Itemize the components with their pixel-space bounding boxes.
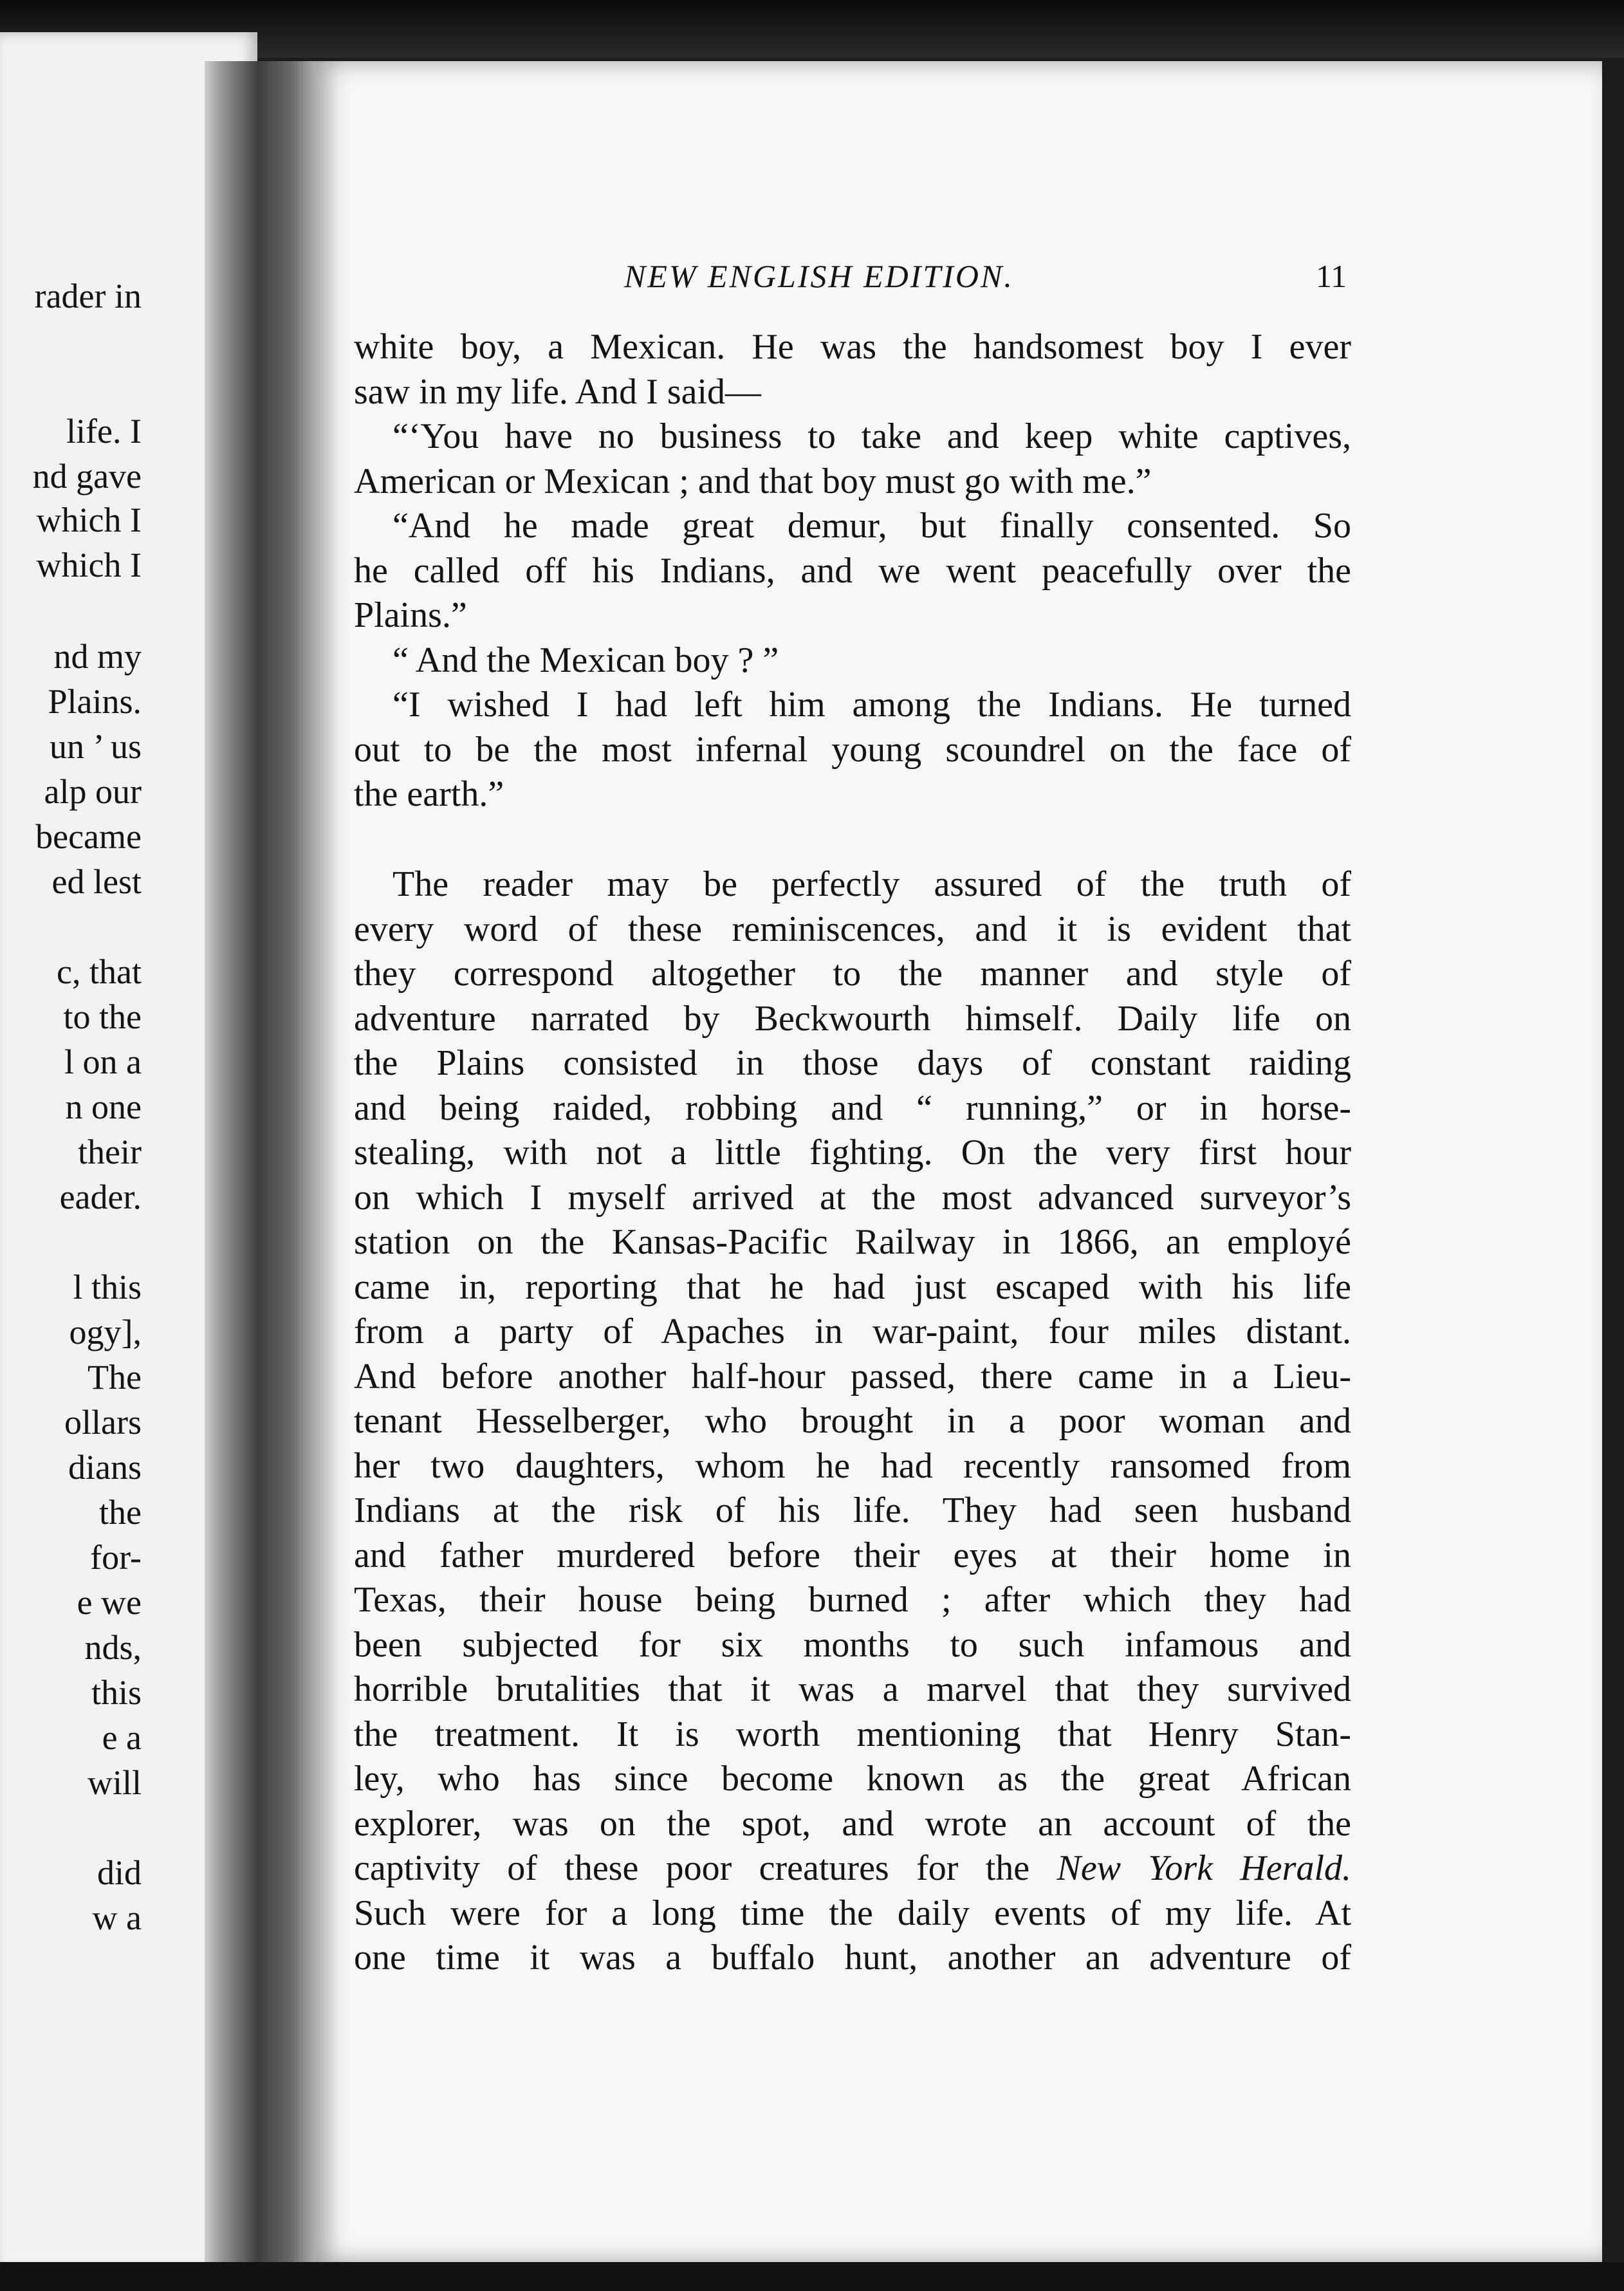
narrative-paragraph bbox=[354, 862, 1351, 1981]
left-page-text-fragment: l this bbox=[73, 1268, 142, 1306]
text-line: “And he made great demur, but finally consented. So bbox=[392, 506, 1351, 546]
text-line: stealing, with not a little fighting. On the very first hour bbox=[354, 1133, 1351, 1173]
left-page-text-fragment: ollars bbox=[64, 1403, 142, 1442]
text-line bbox=[354, 1846, 1351, 1891]
left-page-text-fragment: this bbox=[91, 1673, 142, 1712]
text-line: tenant Hesselberger, who brought in a poor woman and bbox=[354, 1401, 1351, 1441]
scan-bottom-edge bbox=[0, 2262, 1624, 2291]
text-line: he called off his Indians, and we went peacefully over the bbox=[354, 550, 1351, 591]
left-page-text-fragment: will bbox=[87, 1763, 142, 1802]
left-page-text-fragment: ed lest bbox=[51, 862, 142, 901]
left-page-text-fragment: rader in bbox=[34, 277, 142, 315]
text-line: the treatment. It is worth mentioning that Henry Stan- bbox=[354, 1714, 1351, 1754]
text-line: on which I myself arrived at the most advanced surveyor’s bbox=[354, 1177, 1351, 1218]
text-line: the Plains consisted in those days of constant raiding bbox=[354, 1043, 1351, 1083]
left-page-text-fragment: l on a bbox=[64, 1043, 142, 1081]
running-head: NEW ENGLISH EDITION. bbox=[624, 258, 1014, 294]
text-line: white boy, a Mexican. He was the handsomest boy I ever bbox=[354, 327, 1351, 367]
text-line: and father murdered before their eyes at their home in bbox=[354, 1535, 1351, 1575]
left-page-text-fragment: un ’ us bbox=[50, 727, 142, 766]
text-line: Indians at the risk of his life. They had seen husband bbox=[354, 1490, 1351, 1530]
dialogue-block bbox=[354, 325, 1351, 817]
text-line: Texas, their house being burned ; after which they had bbox=[354, 1580, 1351, 1620]
left-page-text-fragment: life. I bbox=[66, 412, 142, 450]
text-line: out to be the most infernal young scoundrel on the face of bbox=[354, 729, 1351, 770]
left-page-text-fragment: The bbox=[88, 1358, 142, 1396]
left-page-text-fragment: n one bbox=[65, 1088, 142, 1126]
left-page-text-fragment: ogy], bbox=[69, 1313, 142, 1351]
left-page-text-fragment: became bbox=[35, 817, 142, 856]
text-line: every word of these reminiscences, and it is evident that bbox=[354, 909, 1351, 949]
text-line: Plains.” bbox=[354, 595, 467, 635]
left-page-text-fragment: did bbox=[97, 1853, 142, 1892]
left-page-text-fragment: nds, bbox=[84, 1628, 142, 1667]
left-page-text-fragment: which I bbox=[36, 546, 142, 584]
text-line: from a party of Apaches in war-paint, four miles distant. bbox=[354, 1312, 1351, 1351]
text-line: “I wished I had left him among the Indians. He turned bbox=[392, 685, 1351, 725]
text-line: saw in my life. And I said— bbox=[354, 371, 762, 412]
left-page-text-fragment: dians bbox=[68, 1448, 142, 1487]
text-line: horrible brutalities that it was a marvel that they survived bbox=[354, 1669, 1351, 1709]
left-page-text-fragment: for- bbox=[90, 1538, 142, 1577]
left-page-text-fragment: Plains. bbox=[48, 682, 142, 721]
left-page-text-fragment: c, that bbox=[57, 952, 142, 991]
left-page-text-fragment: nd gave bbox=[32, 457, 142, 496]
left-page-text-fragment: eader. bbox=[59, 1178, 142, 1216]
left-page-text-fragment: nd my bbox=[53, 637, 142, 676]
text-line: adventure narrated by Beckwourth himself. Daily life on bbox=[354, 998, 1351, 1039]
left-page-text-fragment: the bbox=[99, 1493, 142, 1532]
left-page-text-fragment: which I bbox=[36, 501, 142, 539]
left-page-text-fragment: e a bbox=[102, 1718, 142, 1757]
left-page-text-fragment: e we bbox=[77, 1583, 142, 1622]
text-line: one time it was a buffalo hunt, another an adventure of bbox=[354, 1938, 1351, 1978]
text-line: the earth.” bbox=[354, 774, 504, 814]
text-line: station on the Kansas-Pacific Railway in 1866, an employé bbox=[354, 1222, 1351, 1262]
text-line: Such were for a long time the daily events of my life. At bbox=[354, 1893, 1351, 1933]
text-line: American or Mexican ; and that boy must go with me.” bbox=[354, 461, 1152, 501]
text-line: came in, reporting that he had just escaped with his life bbox=[354, 1266, 1351, 1307]
text-line: And before another half-hour passed, there came in a Lieu- bbox=[354, 1356, 1351, 1396]
left-page-text-fragment: w a bbox=[92, 1898, 142, 1937]
left-page-text-fragment: to the bbox=[63, 997, 142, 1036]
text-line: explorer, was on the spot, and wrote an account of the bbox=[354, 1803, 1351, 1844]
page-number: 11 bbox=[1316, 258, 1347, 294]
newspaper-title: New York Herald. bbox=[1057, 1848, 1352, 1888]
text-line: they correspond altogether to the manner and style of bbox=[354, 954, 1351, 994]
left-page-text-fragment: their bbox=[78, 1133, 142, 1171]
book-gutter bbox=[205, 61, 333, 2275]
text-line: “ And the Mexican boy ? ” bbox=[392, 640, 779, 680]
text-line: been subjected for six months to such infamous and bbox=[354, 1624, 1351, 1665]
text-line: her two daughters, whom he had recently ransomed from bbox=[354, 1445, 1351, 1486]
text-line: and being raided, robbing and “ running,” or in horse- bbox=[354, 1088, 1351, 1128]
left-page-text-fragment: alp our bbox=[44, 772, 142, 811]
text-line-start: captivity of these poor creatures for the bbox=[354, 1848, 1030, 1888]
text-line: ley, who has since become known as the great African bbox=[354, 1759, 1351, 1799]
text-line: The reader may be perfectly assured of the truth of bbox=[392, 864, 1351, 904]
text-line: “‘You have no business to take and keep white captives, bbox=[392, 416, 1351, 456]
